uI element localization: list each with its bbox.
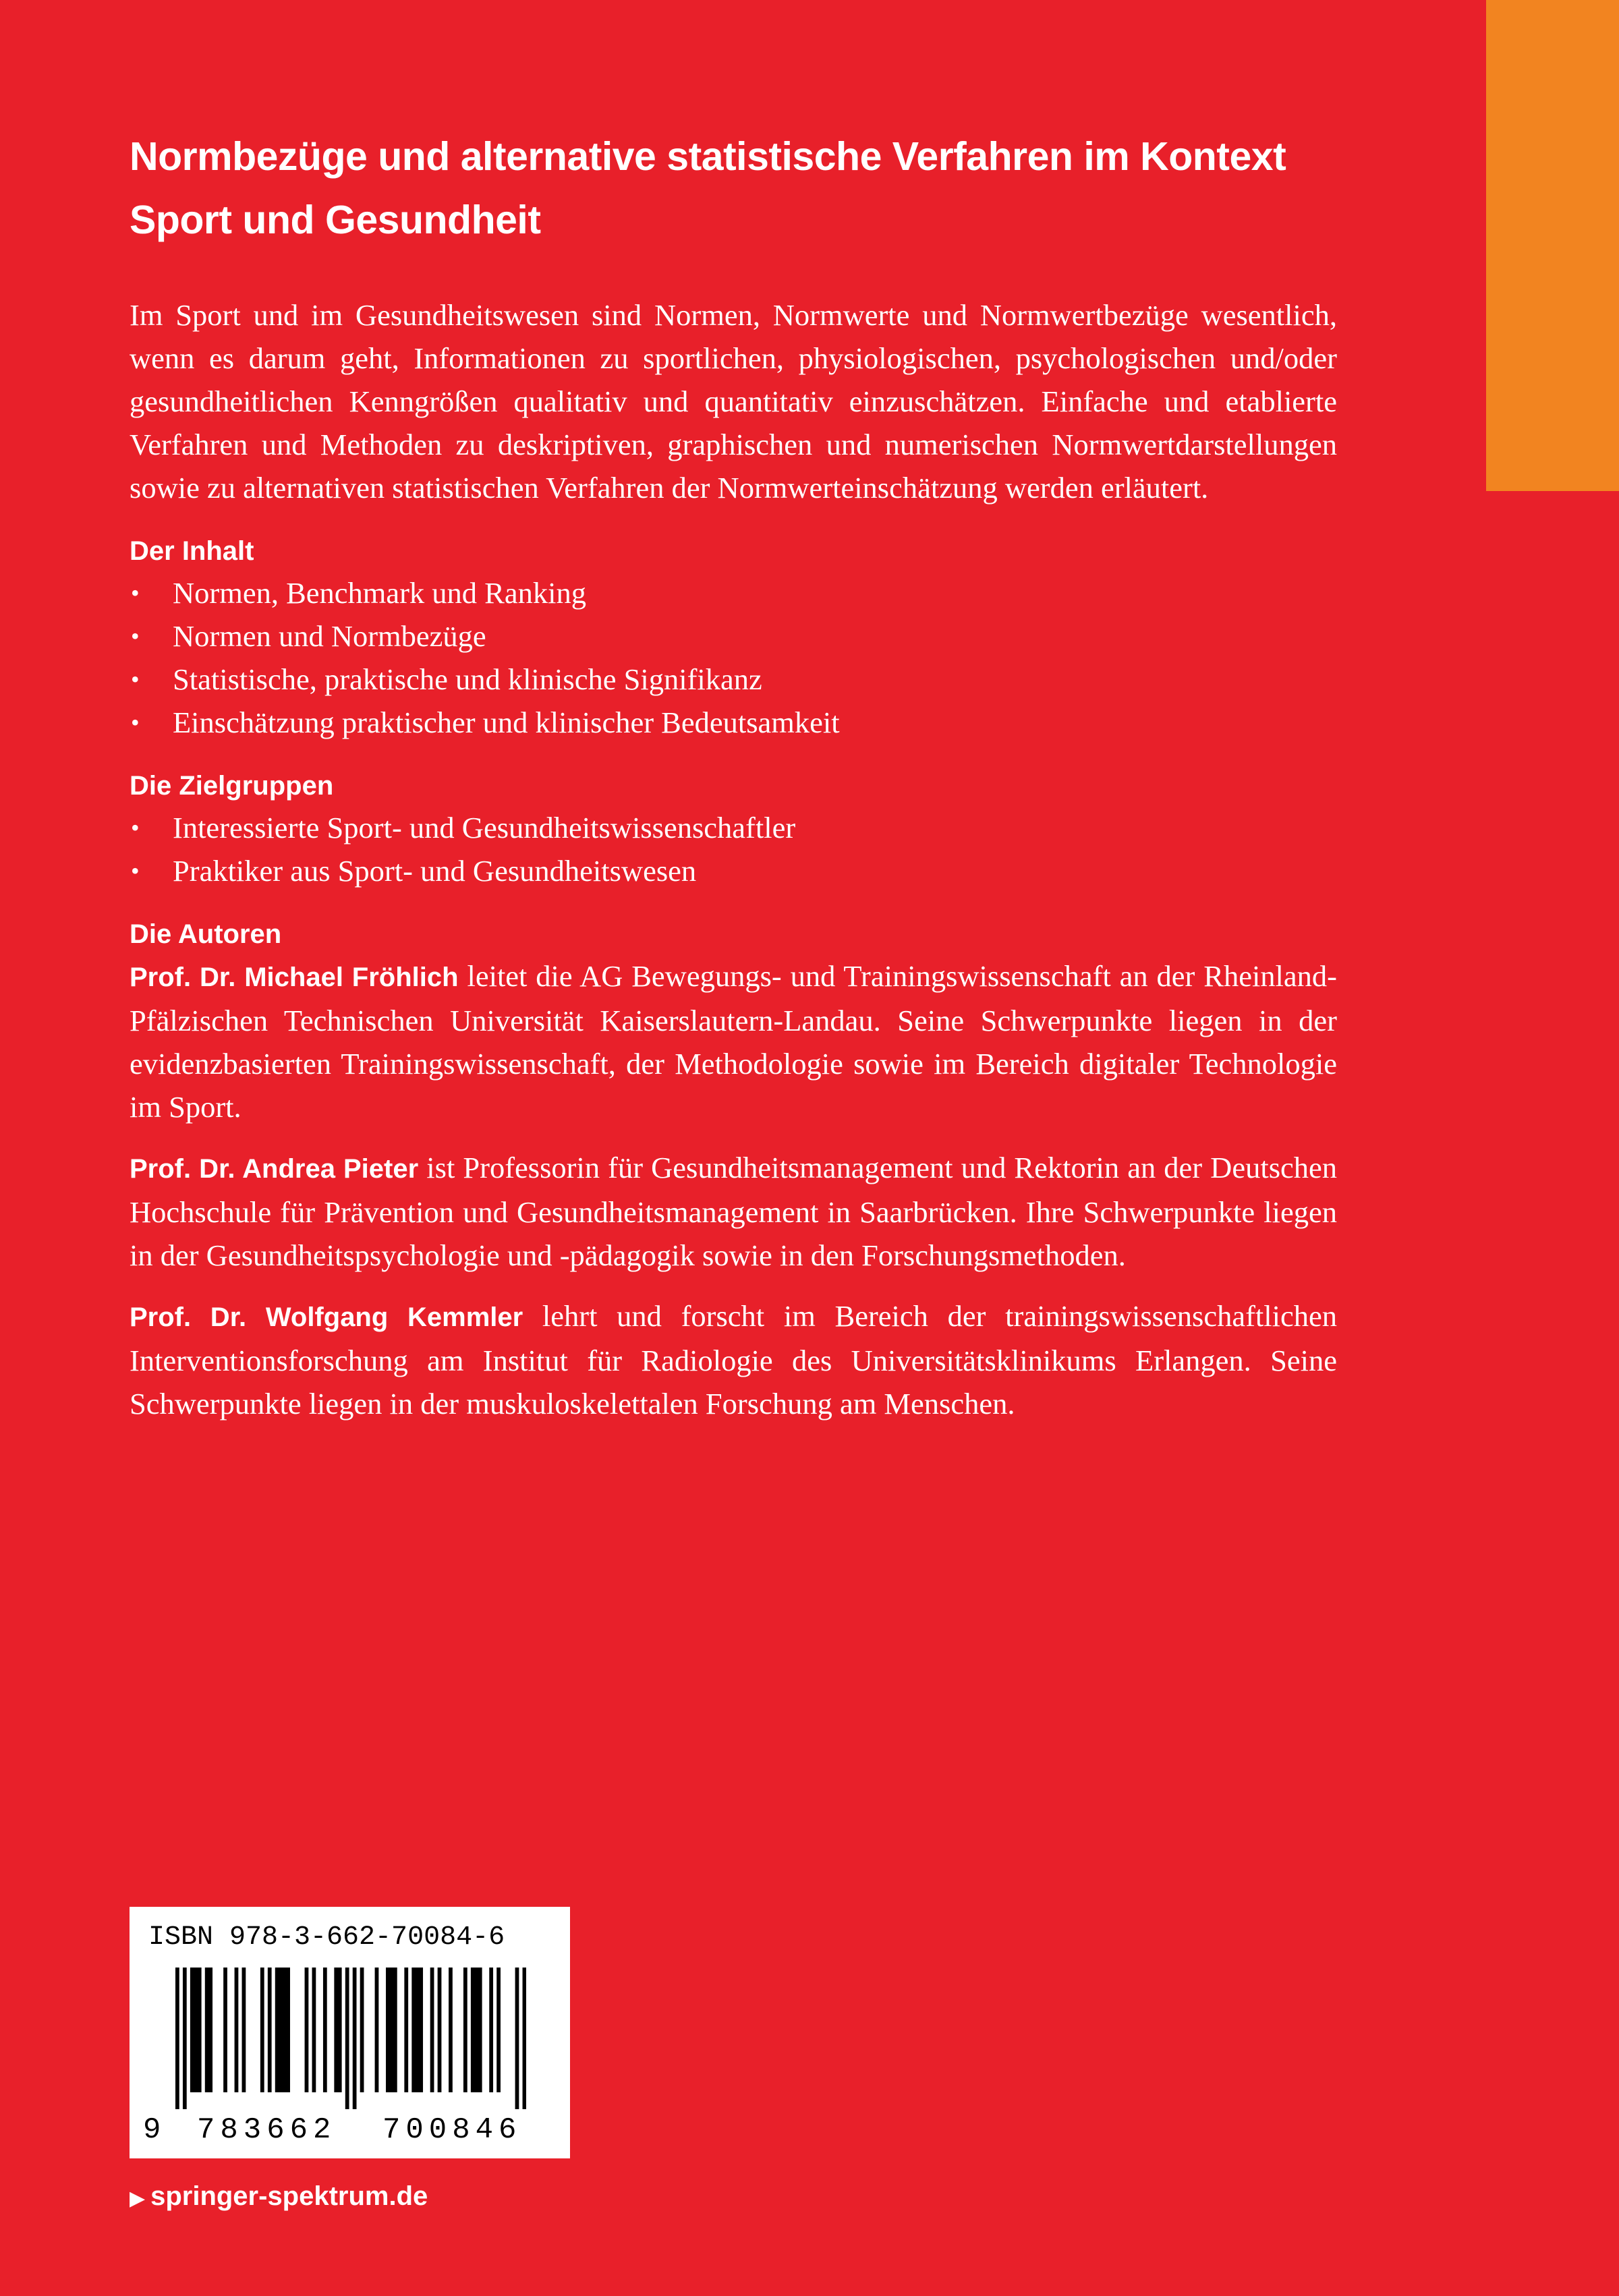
- bullet-icon: •: [131, 709, 140, 736]
- list-item: • Normen und Normbezüge: [130, 614, 1337, 658]
- barcode-bar: [411, 1968, 416, 2092]
- headline-line-2: Sport und Gesundheit: [130, 198, 541, 242]
- isbn-barcode-box: [130, 1907, 570, 2158]
- barcode-bar: [198, 1968, 202, 2092]
- barcode-bar: [334, 1968, 338, 2092]
- barcode-bar: [323, 1968, 327, 2092]
- barcode-bar: [345, 1968, 349, 2109]
- author-name: Prof. Dr. Andrea Pieter: [130, 1154, 419, 1184]
- headline: [130, 125, 1337, 252]
- barcode-bar: [205, 1968, 209, 2092]
- bullet-icon: •: [131, 666, 140, 693]
- barcode-bar: [393, 1968, 397, 2092]
- barcode-bar: [523, 1968, 526, 2109]
- barcode-bar: [190, 1968, 194, 2092]
- author-bio-kemmler: [130, 1294, 1337, 1425]
- barcode-bar: [515, 1968, 519, 2109]
- barcode-bar: [275, 1968, 279, 2092]
- author-name: Prof. Dr. Wolfgang Kemmler: [130, 1302, 523, 1332]
- barcode-bar: [305, 1968, 309, 2092]
- barcode-bar: [360, 1968, 364, 2092]
- barcode-bar: [279, 1968, 283, 2092]
- back-cover-content: [130, 125, 1337, 1443]
- headline-line-1: Normbezüge und alternative statistische Verfahren im Kontext: [130, 134, 1286, 179]
- author-bio-pieter: [130, 1146, 1337, 1277]
- bullet-icon: •: [131, 814, 140, 841]
- barcode-bar: [175, 1968, 179, 2109]
- section-heading-inhalt: Der Inhalt: [130, 536, 254, 566]
- barcode-bar: [242, 1968, 246, 2092]
- barcode-bar: [489, 1968, 493, 2092]
- barcode-bar: [286, 1968, 290, 2092]
- author-name: Prof. Dr. Michael Fröhlich: [130, 963, 459, 992]
- barcode-bar: [474, 1968, 478, 2092]
- barcode-bar: [386, 1968, 390, 2092]
- list-item: • Interessierte Sport- und Gesundheitswissenschaftler: [130, 806, 1337, 849]
- barcode-bar: [389, 1968, 393, 2092]
- barcode-bar: [223, 1968, 227, 2092]
- isbn-label: ISBN 978-3-662-70084-6: [148, 1922, 505, 1953]
- barcode-bar: [312, 1968, 316, 2092]
- section-heading-zielgruppen: Die Zielgruppen: [130, 771, 334, 801]
- bullet-icon: •: [131, 857, 140, 884]
- barcode-bar: [260, 1968, 264, 2092]
- barcode-digits-left: 783662: [197, 2113, 337, 2147]
- barcode-bar: [235, 1968, 239, 2092]
- barcode-icon: [175, 1968, 526, 2109]
- bullet-icon: •: [131, 623, 140, 650]
- author-bio-text: ist Professorin für Gesundheitsmanagement und Rektorin an der Deutschen Hochschule für Prävention und Gesundheitsmanagement in Saarbrücken. Ihre Schwerpunkte liegen in der Gesundheitspsychologie und -pädagogik sowie in den Forschungsmethoden.: [130, 1151, 1338, 1272]
- barcode-bar: [419, 1968, 423, 2092]
- orange-accent-tab: [1486, 0, 1619, 491]
- barcode-bar: [268, 1968, 272, 2092]
- barcode-bar: [283, 1968, 287, 2092]
- barcode-bar: [338, 1968, 342, 2092]
- barcode-bar: [449, 1968, 453, 2092]
- barcode-bar: [471, 1968, 475, 2092]
- barcode-bar: [438, 1968, 442, 2092]
- list-item: • Statistische, praktische und klinische Signifikanz: [130, 658, 1337, 701]
- barcode-digits-right: 700846: [382, 2113, 522, 2147]
- barcode-bar: [496, 1968, 501, 2092]
- list-item: • Praktiker aus Sport- und Gesundheitswesen: [130, 849, 1337, 892]
- barcode-bar: [478, 1968, 482, 2092]
- arrow-right-icon: ▶: [130, 2187, 146, 2210]
- bullet-icon: •: [131, 579, 140, 606]
- author-bio-text: leitet die AG Bewegungs- und Trainingswissenschaft an der Rheinland-Pfälzischen Technischen Universität Kaiserslautern-Landau. Seine Schwerpunkte liegen in der evidenzbasierten Trainingswissenschaft, der Methodologie sowie im Bereich digitaler Technologie im Sport.: [130, 959, 1337, 1124]
- author-bio-froehlich: [130, 954, 1337, 1128]
- barcode-bar: [183, 1968, 187, 2109]
- barcode-bar: [208, 1968, 212, 2092]
- barcode-bar: [353, 1968, 357, 2109]
- intro-paragraph: Im Sport und im Gesundheitswesen sind Normen, Normwerte und Normwertbezüge wesentlich, wenn es darum geht, Informationen zu sportlichen, physiologischen, psychologischen und/oder gesundheitlichen Kenngrößen qualitativ und quantitativ einzuschätzen. Einfache und etablierte Verfahren und Methoden zu deskriptiven, graphischen und numerischen Normwertdarstellungen sowie zu alternativen statistischen Verfahren der Normwerteinschätzung werden erläutert.: [130, 298, 1337, 505]
- barcode-bar: [430, 1968, 434, 2092]
- barcode-bar: [375, 1968, 379, 2092]
- inhalt-list: [130, 571, 1337, 744]
- publisher-url: springer-spektrum.de: [150, 2181, 428, 2211]
- publisher-link[interactable]: [130, 2177, 428, 2218]
- list-item: • Einschätzung praktischer und klinischer Bedeutsamkeit: [130, 701, 1337, 744]
- author-bio-text: lehrt und forscht im Bereich der trainingswissenschaftlichen Interventionsforschung am Institut für Radiologie des Universitätsklinikums Erlangen. Seine Schwerpunkte liegen in der muskuloskelettalen Forschung am Menschen.: [130, 1299, 1337, 1420]
- barcode-bar: [463, 1968, 467, 2092]
- list-item: • Normen, Benchmark und Ranking: [130, 571, 1337, 614]
- barcode-bar: [194, 1968, 198, 2092]
- barcode-bar: [416, 1968, 420, 2092]
- barcode-digit-first: 9: [143, 2113, 161, 2147]
- zielgruppen-list: [130, 806, 1337, 892]
- section-heading-autoren: Die Autoren: [130, 919, 282, 949]
- barcode-bar: [404, 1968, 408, 2092]
